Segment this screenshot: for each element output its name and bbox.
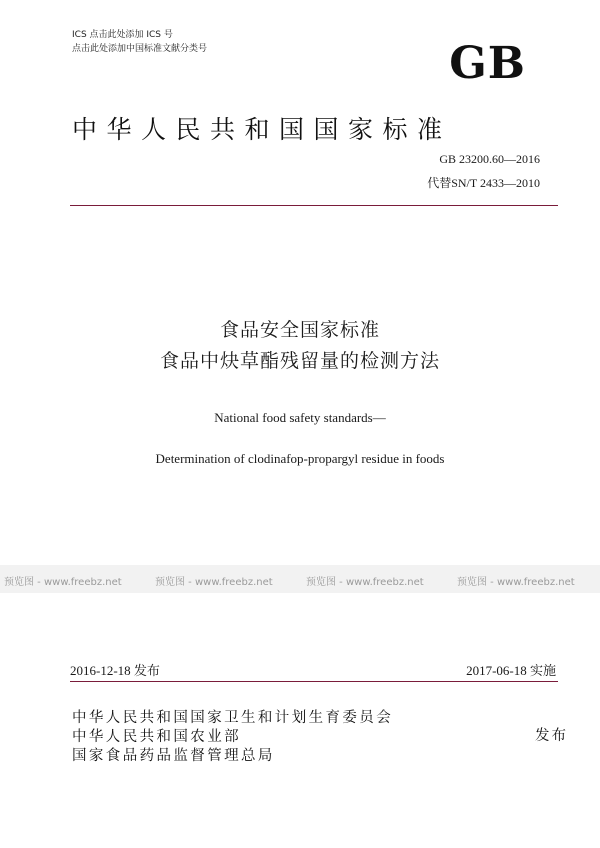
watermark-text: 预览图 - www.freebz.net xyxy=(457,577,575,588)
implementation-date: 2017-06-18 实施 xyxy=(466,663,556,678)
issuer-line-3: 国家食品药品监督管理总局 xyxy=(72,748,275,764)
ccs-line: 点击此处添加中国标准文献分类号 xyxy=(72,44,208,54)
issue-date: 2016-12-18 发布 xyxy=(70,663,160,678)
bottom-divider xyxy=(70,681,558,682)
watermark-text: 预览图 - www.freebz.net xyxy=(306,577,424,588)
top-divider xyxy=(70,205,558,206)
classification-codes xyxy=(72,28,207,56)
ics-line: ICS 点击此处添加 ICS 号 xyxy=(72,30,173,40)
chinese-title-line-2: 食品中炔草酯残留量的检测方法 xyxy=(159,350,440,372)
watermark-band xyxy=(0,565,600,593)
english-title-line-1: National food safety standards— xyxy=(214,410,386,425)
gb-logo: GB xyxy=(449,38,526,89)
chinese-title-line-1: 食品安全国家标准 xyxy=(219,319,380,341)
issuer-line-1: 中华人民共和国国家卫生和计划生育委员会 xyxy=(72,710,394,726)
replaces-standard: 代替SN/T 2433—2010 xyxy=(427,176,540,190)
english-title-line-2: Determination of clodinafop-propargyl residue in foods xyxy=(155,451,445,466)
publish-label: 发布 xyxy=(535,728,568,744)
standard-type-title: 中华人民共和国国家标准 xyxy=(72,115,452,144)
watermark-text: 预览图 - www.freebz.net xyxy=(155,577,273,588)
watermark-text: 预览图 - www.freebz.net xyxy=(4,577,122,588)
standard-number: GB 23200.60—2016 xyxy=(439,152,540,166)
issuer-line-2: 中华人民共和国农业部 xyxy=(72,729,241,745)
